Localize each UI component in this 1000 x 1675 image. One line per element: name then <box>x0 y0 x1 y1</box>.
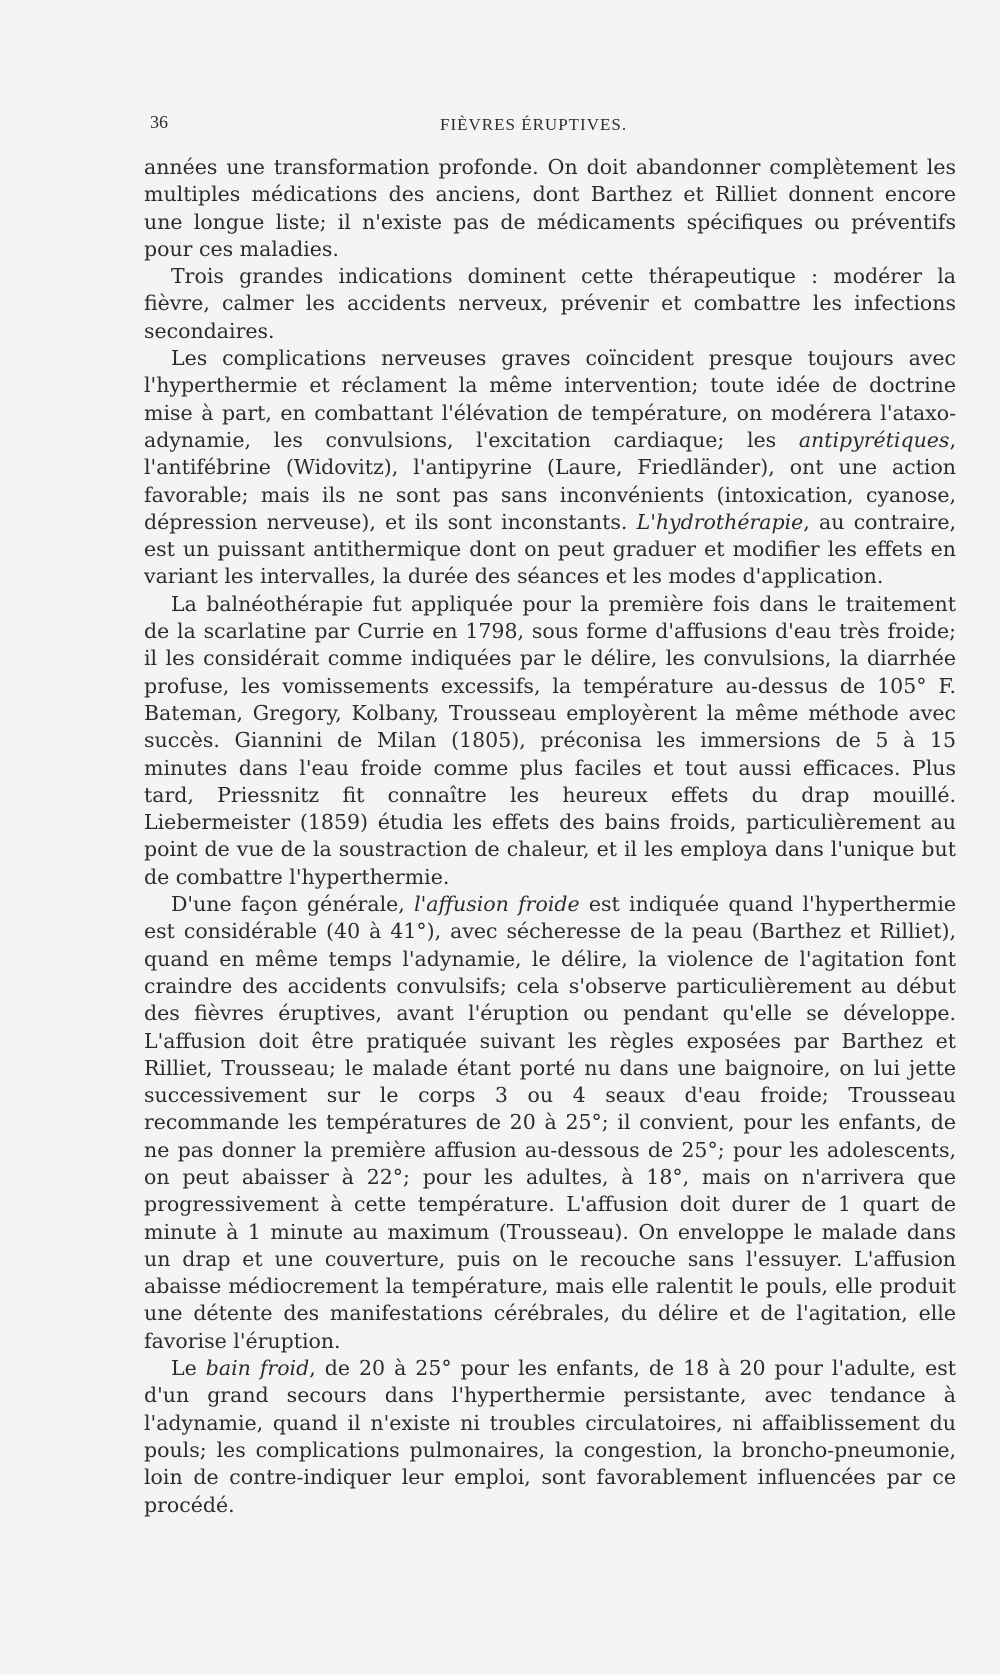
paragraph-1: années une transformation profonde. On doit abandonner complètement les multiples médications des anciens, dont Barthez et Rilliet donnent encore une longue liste; il n'existe pas de médicaments spécifiques ou préventifs pour ces maladies. <box>144 155 956 261</box>
paragraph-2: Trois grandes indications dominent cette thérapeutique : modérer la fièvre, calmer les accidents nerveux, prévenir et combattre les infections secondaires. <box>144 264 956 343</box>
paragraph-3 <box>144 345 956 591</box>
page-header <box>150 112 953 142</box>
paragraph-6 <box>144 1355 956 1519</box>
paragraph-6-italic-bain-froid: bain froid <box>205 1356 310 1381</box>
paragraph-5-part-a: D'une façon générale, <box>171 892 415 917</box>
paragraph-3-part-b: , l'antifébrine (Widovitz), l'antipyrine (Laure, Friedländer), ont une action favorable; mais ils ne sont pas sans inconvénients (intoxication, cyanose, dépression nerveuse), et ils sont inconstants. <box>144 427 956 534</box>
running-title: FIÈVRES ÉRUPTIVES. <box>440 115 628 134</box>
paragraph-3-italic-antipyretiques: antipyrétiques <box>798 427 950 452</box>
paragraph-3-italic-hydrotherapie: L'hydrothérapie <box>636 509 804 534</box>
paragraph-6-part-b: , de 20 à 25° pour les enfants, de 18 à 20 pour l'adulte, est d'un grand secours dans l'hyperthermie persistante, avec tendance à l'adynamie, quand il n'existe ni troubles circulatoires, ni affaiblissement du pouls; les complications pulmonaires, la congestion, la broncho-pneumonie, loin de contre-indiquer leur emploi, sont favorablement influencées par ce procédé. <box>144 1356 956 1517</box>
paragraph-5-italic-affusion-froide: l'affusion froide <box>414 892 580 917</box>
paragraph-3-part-c: , au contraire, est un puissant antithermique dont on peut graduer et modifier les effets en variant les intervalles, la durée des séances et les modes d'application. <box>144 509 956 589</box>
page-number: 36 <box>150 112 168 132</box>
paragraph-5 <box>144 891 956 1355</box>
body-text <box>144 154 956 1519</box>
paragraph-5-part-b: est indiquée quand l'hyperthermie est considérable (40 à 41°), avec sécheresse de la peau (Barthez et Rilliet), quand en même temps l'adynamie, le délire, la violence de l'agitation font craindre des accidents convulsifs; cela s'observe particulièrement au début des fièvres éruptives, avant l'éruption ou pendant qu'elle se développe. L'affusion doit être pratiquée suivant les règles exposées par Barthez et Rilliet, Trousseau; le malade étant porté nu dans une baignoire, on lui jette successivement sur le corps 3 ou 4 seaux d'eau froide; Trousseau recommande les températures de 20 à 25°; il convient, pour les enfants, de ne pas donner la première affusion au-dessous de 25°; pour les adolescents, on peut abaisser à 22°; pour les adultes, à 18°, mais on n'arrivera que progressivement à cette température. L'affusion doit durer de 1 quart de minute à 1 minute au maximum (Trousseau). On enveloppe le malade dans un drap et une couverture, puis on le recouche sans l'essuyer. L'affusion abaisse médiocrement la température, mais elle ralentit le pouls, elle produit une détente des manifestations cérébrales, du délire et de l'agitation, elle favorise l'éruption. <box>144 892 957 1353</box>
paragraph-6-part-a: Le <box>171 1356 206 1381</box>
paragraph-3-part-a: Les complications nerveuses graves coïncident presque toujours avec l'hyperthermie et réclament la même intervention; toute idée de doctrine mise à part, en combattant l'élévation de température, on modérera l'ataxo-adynamie, les convulsions, l'excitation cardiaque; les <box>144 346 956 452</box>
paragraph-4: La balnéothérapie fut appliquée pour la première fois dans le traitement de la scarlatine par Currie en 1798, sous forme d'affusions d'eau très froide; il les considérait comme indiquées par le délire, les convulsions, la diarrhée profuse, les vomissements excessifs, la température au-dessus de 105° F. Bateman, Gregory, Kolbany, Trousseau employèrent la même méthode avec succès. Giannini de Milan (1805), préconisa les immersions de 5 à 15 minutes dans l'eau froide comme plus faciles et tout aussi efficaces. Plus tard, Priessnitz fit connaître les heureux effets du drap mouillé. Liebermeister (1859) étudia les effets des bains froids, particulièrement au point de vue de la soustraction de chaleur, et il les employa dans l'unique but de combattre l'hyperthermie. <box>144 591 956 889</box>
